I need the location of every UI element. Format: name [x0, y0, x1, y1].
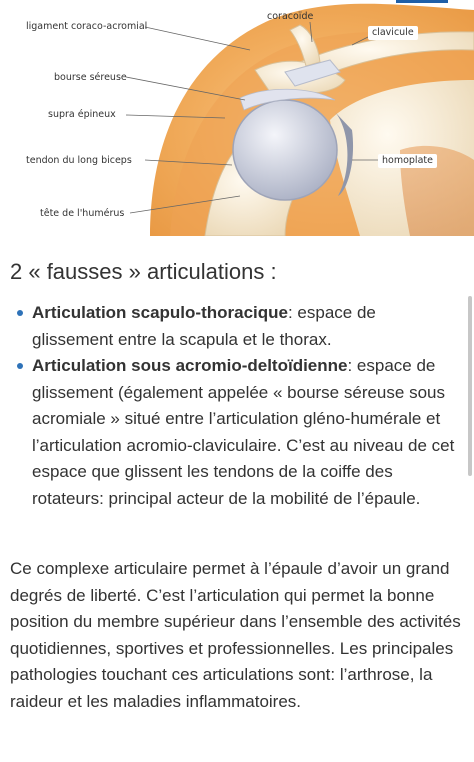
label-coracoide: coracoïde	[267, 11, 314, 22]
body-paragraph: Ce complexe articulaire permet à l’épaule d’avoir un grand degrés de liberté. C’est l’articulation qui permet la bonne position du membre supérieur dans l’ensemble des activités quotidiennes, sportives et professionnelles. Les principales pathologies touchant ces articulations sont: l’arthrose, la raideur et les maladies inflammatoires.	[10, 559, 461, 711]
bullet-dot-icon	[17, 363, 23, 369]
list-item-text: : espace de glissement (également appelée « bourse séreuse sous acromiale » situé entre l’articulation gléno-humérale et l’articulation acromio-claviculaire. C’est au niveau de cet espace que glissent les tendons de la coiffe des rotateurs: principal acteur de la mobilité de l’épaule.	[32, 356, 455, 508]
scrollbar-thumb[interactable]	[468, 296, 472, 476]
top-accent-tab	[396, 0, 448, 3]
list-item-text: : espace de glissement entre la scapula et le thorax.	[32, 303, 376, 349]
label-clavicule: clavicule	[368, 26, 418, 40]
label-ligament: ligament coraco-acromial	[26, 21, 148, 32]
label-bourse: bourse séreuse	[54, 72, 127, 83]
list-item-term: Articulation sous acromio-deltoïdienne	[32, 356, 348, 375]
label-supra: supra épineux	[48, 109, 116, 120]
bullet-dot-icon	[17, 310, 23, 316]
list-item-term: Articulation scapulo-thoracique	[32, 303, 288, 322]
label-tete: tête de l'humérus	[40, 208, 125, 219]
label-tendon: tendon du long biceps	[26, 155, 132, 166]
bullet-list	[10, 300, 460, 512]
label-homoplate: homoplate	[378, 154, 437, 168]
list-item	[10, 300, 460, 353]
shoulder-anatomy-figure	[0, 0, 474, 236]
list-item	[10, 353, 460, 512]
section-heading: 2 « fausses » articulations :	[10, 259, 277, 284]
